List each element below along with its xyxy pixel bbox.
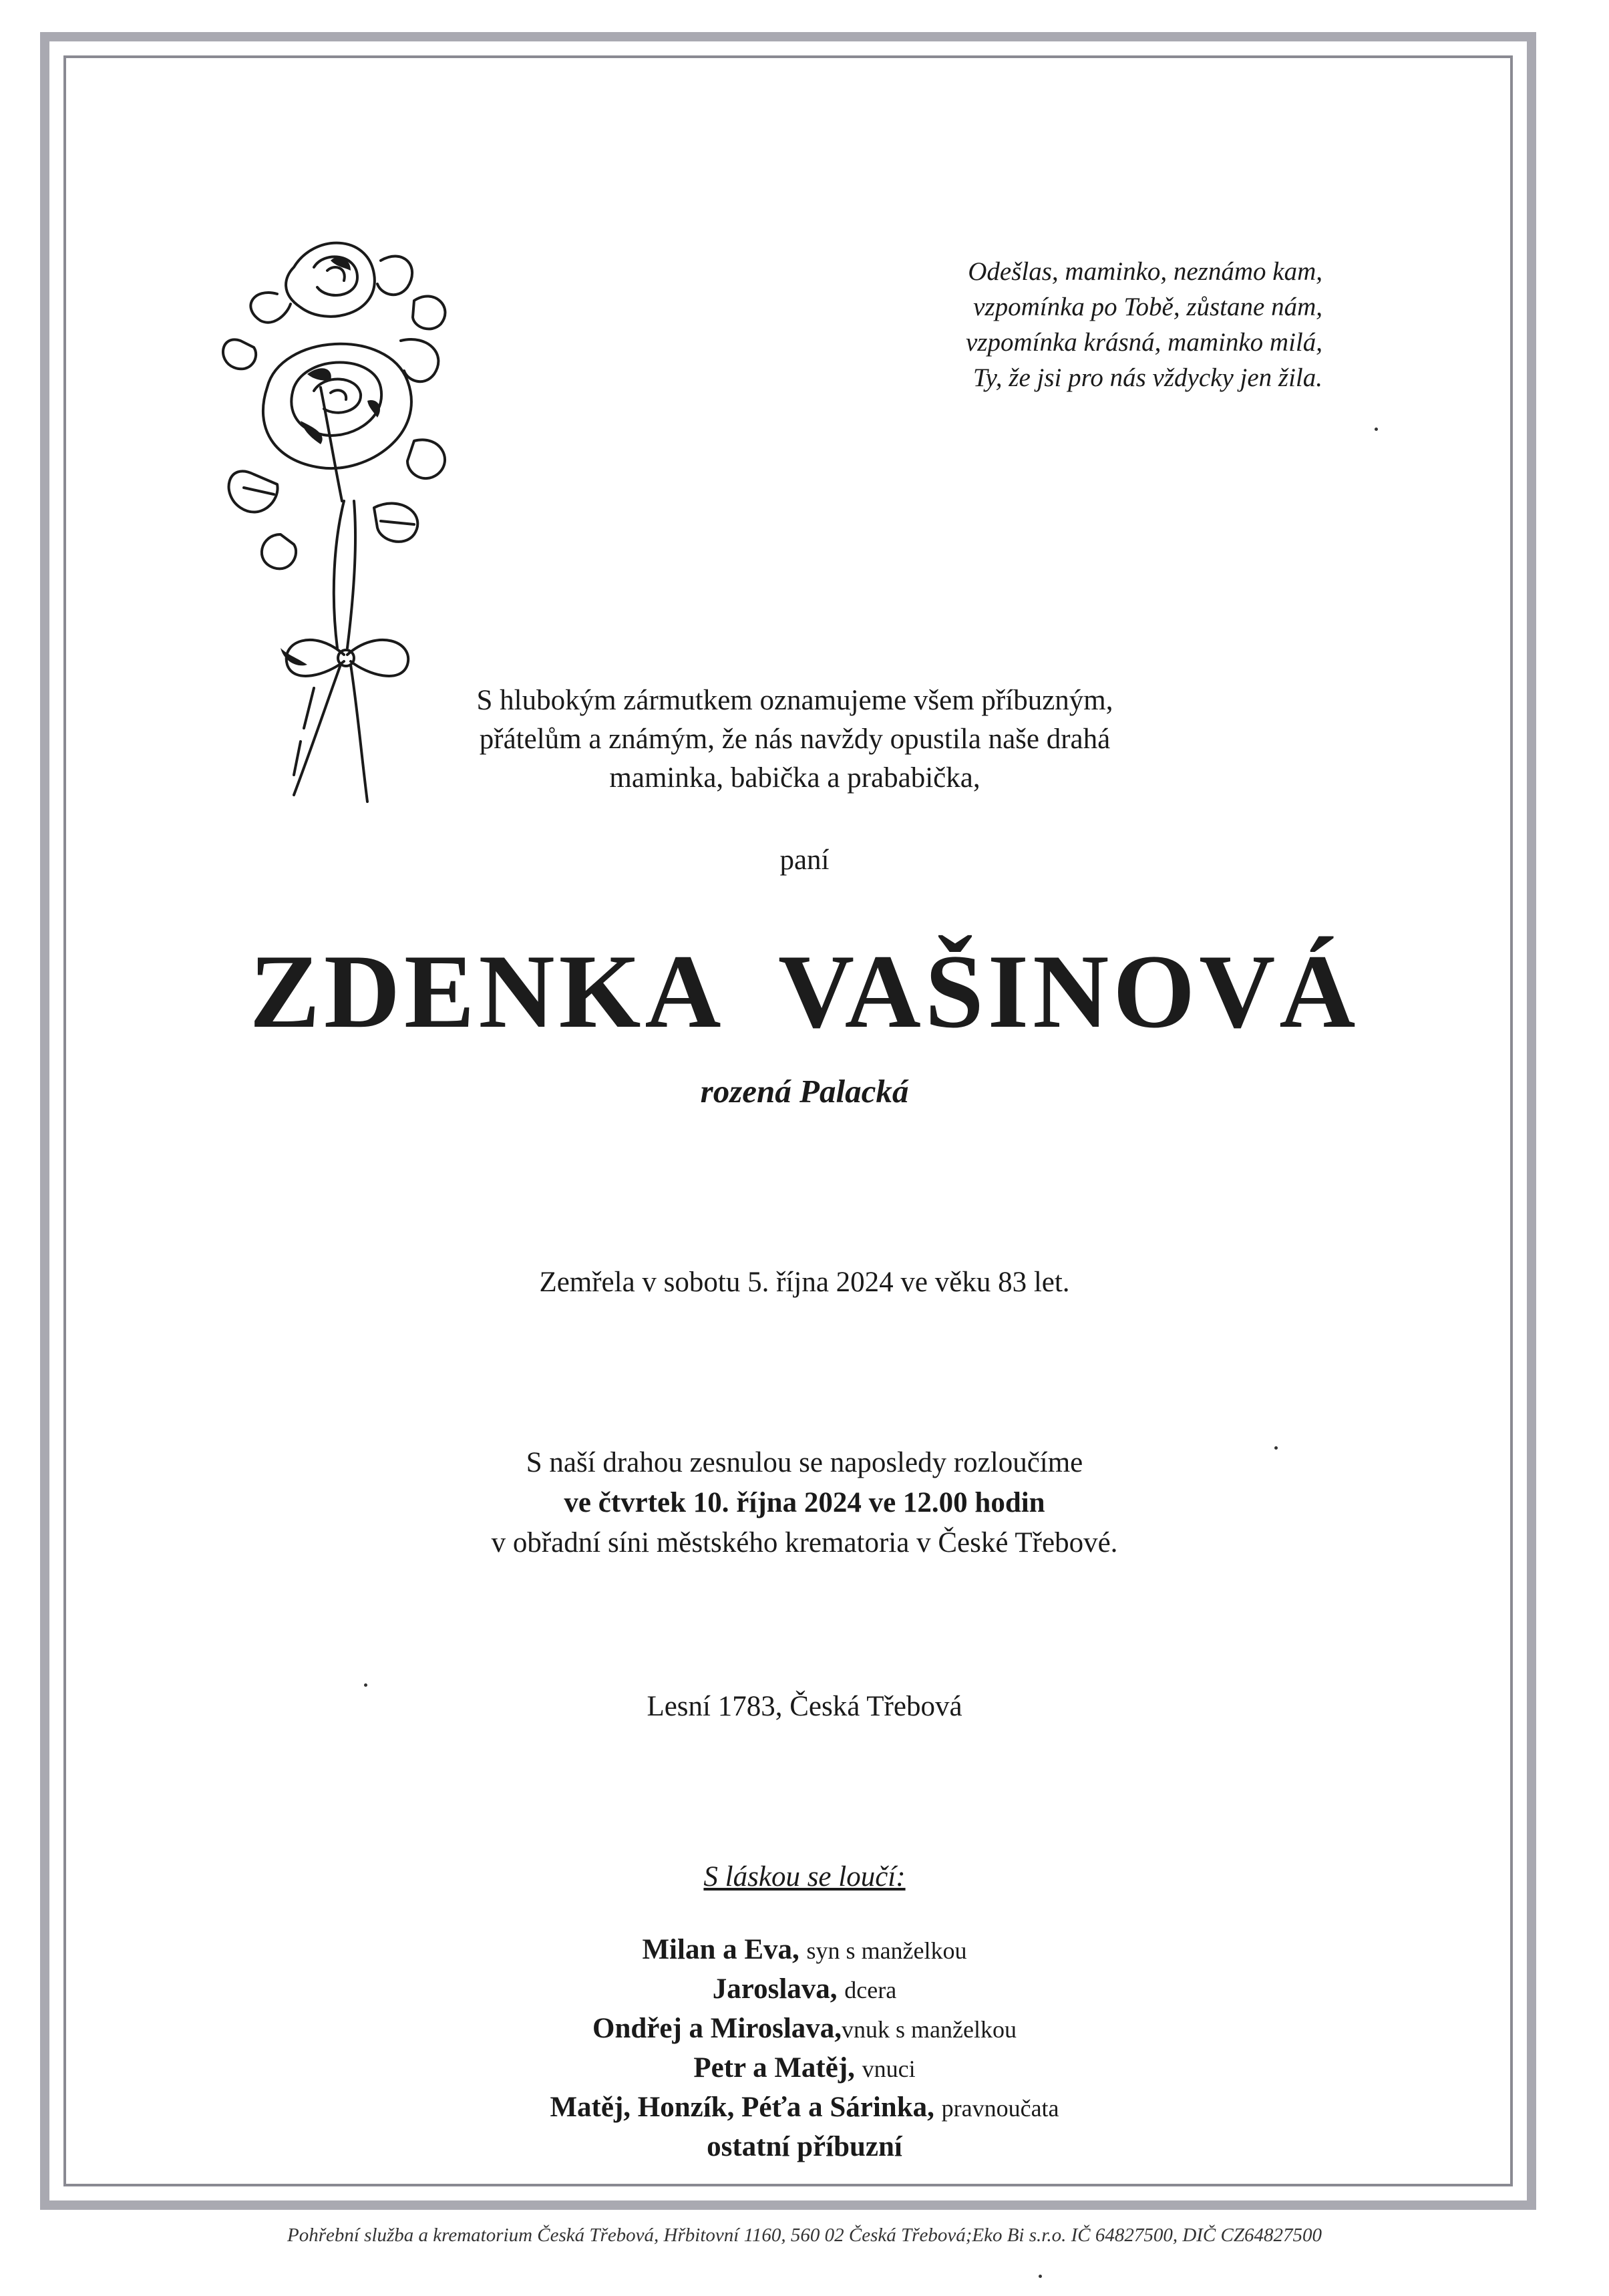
mourner-row [0, 1931, 1609, 1970]
scan-speck [1039, 2275, 1042, 2278]
announcement-line: maminka, babička a prababička, [609, 762, 980, 794]
announcement-line: S hlubokým zármutkem oznamujeme všem příbuzným, [476, 685, 1113, 716]
mourner-relation: vnuci [862, 2056, 916, 2082]
mourners-list [0, 1931, 1609, 2166]
mourner-row [0, 1970, 1609, 2009]
mourner-row [0, 2128, 1609, 2166]
death-notice: Zemřela v sobotu 5. října 2024 ve věku 83 let. [539, 1267, 1070, 1298]
mourner-name: Jaroslava, [712, 1973, 838, 2005]
farewell-heading: S láskou se loučí: [703, 1861, 906, 1893]
scan-speck [1375, 428, 1378, 431]
mourner-relation: dcera [844, 1977, 897, 2003]
poem-line: vzpomínka po Tobě, zůstane nám, [973, 293, 1322, 321]
salutation: paní [779, 844, 830, 876]
poem-line: Odešlas, maminko, neznámo kam, [968, 257, 1322, 286]
mourner-name: Ondřej a Miroslava, [592, 2013, 842, 2044]
mourner-name: Petr a Matěj, [693, 2052, 855, 2084]
scan-speck [1274, 1446, 1278, 1450]
announcement-line: přátelům a známým, že nás navždy opustila naše drahá [479, 723, 1111, 755]
funeral-venue: v obřadní síni městského krematoria v České Třebové. [491, 1527, 1118, 1559]
scan-speck [364, 1683, 367, 1687]
mourner-relation: pravnoučata [941, 2095, 1059, 2122]
funeral-date-time: ve čtvrtek 10. října 2024 ve 12.00 hodin [564, 1487, 1045, 1518]
mourner-name: Matěj, Honzík, Péťa a Sárinka, [550, 2092, 934, 2123]
announcement [267, 681, 1322, 798]
mourner-row [0, 2088, 1609, 2128]
mourner-row [0, 2049, 1609, 2088]
maiden-name: rozená Palacká [700, 1073, 909, 1110]
mourner-relation: syn s manželkou [806, 1937, 967, 1964]
poem-line: vzpomínka krásná, maminko milá, [965, 328, 1322, 357]
mourner-relation: vnuk s manželkou [842, 2016, 1017, 2043]
family-address: Lesní 1783, Česká Třebová [647, 1691, 962, 1722]
funeral-intro: S naší drahou zesnulou se naposledy rozloučíme [526, 1447, 1083, 1478]
funeral-service-footer: Pohřební služba a krematorium Česká Třebová, Hřbitovní 1160, 560 02 Česká Třebová;Eko Bi s.r.o. IČ 64827500, DIČ CZ64827500 [287, 2225, 1322, 2246]
mourner-name: Milan a Eva, [642, 1934, 799, 1965]
poem-line: Ty, že jsi pro nás vždycky jen žila. [972, 363, 1322, 392]
deceased-name: ZDENKA VAŠINOVÁ [249, 933, 1360, 1050]
funeral-details [0, 1443, 1609, 1563]
mourner-name: ostatní příbuzní [707, 2131, 902, 2162]
poem-verse [801, 254, 1322, 395]
mourner-row [0, 2009, 1609, 2049]
